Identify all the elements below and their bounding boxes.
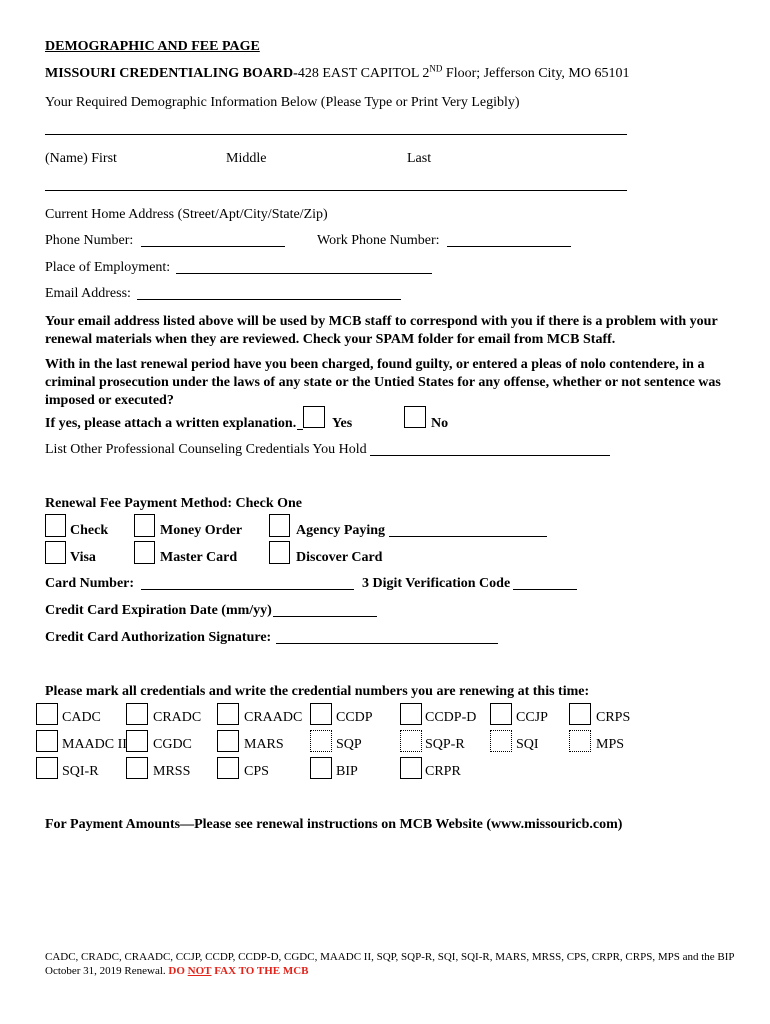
- explanation-line: [297, 429, 303, 430]
- phone-input[interactable]: [141, 246, 285, 247]
- money-order-checkbox[interactable]: [134, 514, 155, 537]
- maadc-ii-checkbox[interactable]: [36, 730, 58, 752]
- cps-checkbox[interactable]: [217, 757, 239, 779]
- sqi-checkbox[interactable]: [490, 730, 512, 752]
- master-card-label: Master Card: [160, 550, 238, 565]
- credential-label: CCDP-D: [425, 710, 477, 725]
- discover-card-checkbox[interactable]: [269, 541, 290, 564]
- employment-input[interactable]: [176, 273, 432, 274]
- sqp-r-checkbox[interactable]: [400, 730, 422, 752]
- board-city: Floor; Jefferson City, MO 65101: [442, 66, 630, 81]
- address-line[interactable]: [45, 190, 627, 191]
- employment-label: Place of Employment:: [45, 260, 171, 275]
- credential-label: SQP-R: [425, 737, 465, 752]
- instructions: Your Required Demographic Information Below (Please Type or Print Very Legibly): [45, 95, 520, 110]
- crpr-checkbox[interactable]: [400, 757, 422, 779]
- agency-paying-checkbox[interactable]: [269, 514, 290, 537]
- mrss-checkbox[interactable]: [126, 757, 148, 779]
- visa-label: Visa: [70, 550, 96, 565]
- name-middle-label: Middle: [226, 151, 267, 166]
- credential-label: CRAADC: [244, 710, 303, 725]
- board-address: [45, 63, 630, 82]
- credential-label: SQI: [516, 737, 539, 752]
- email-notice: Your email address listed above will be used by MCB staff to correspond with you if there is a problem with your renewal materials when they are reviewed. Check your SPAM folder for email from MCB Staff.: [45, 314, 718, 347]
- credential-label: MRSS: [153, 764, 191, 779]
- cgdc-checkbox[interactable]: [126, 730, 148, 752]
- credential-label: MPS: [596, 737, 625, 752]
- discover-card-label: Discover Card: [296, 550, 383, 565]
- name-first-label: (Name) First: [45, 151, 117, 166]
- email-label: Email Address:: [45, 286, 131, 301]
- board-name: MISSOURI CREDENTIALING BOARD-: [45, 66, 298, 81]
- credential-label: CCJP: [516, 710, 548, 725]
- other-credentials-label: List Other Professional Counseling Credentials You Hold: [45, 442, 367, 457]
- ccdp-d-checkbox[interactable]: [400, 703, 422, 725]
- credential-label: CADC: [62, 710, 101, 725]
- credential-label: CRADC: [153, 710, 202, 725]
- master-card-checkbox[interactable]: [134, 541, 155, 564]
- sqi-r-checkbox[interactable]: [36, 757, 58, 779]
- bip-checkbox[interactable]: [310, 757, 332, 779]
- warning-do: DO: [168, 965, 185, 977]
- craadc-checkbox[interactable]: [217, 703, 239, 725]
- visa-checkbox[interactable]: [45, 541, 66, 564]
- footer-text: CADC, CRADC, CRAADC, CCJP, CCDP, CCDP-D, CGDC, MAADC II, SQP, SQP-R, SQI, SQI-R, MARS, MRSS, CPS, CRPR, CRPS, MPS and the BIP October 31, 2019 Renewal.: [45, 951, 735, 977]
- card-number-label: Card Number:: [45, 576, 135, 591]
- credential-label: SQP: [336, 737, 362, 752]
- board-street: 428 EAST CAPITOL 2: [297, 66, 430, 81]
- credential-label: CPS: [244, 764, 269, 779]
- check-checkbox[interactable]: [45, 514, 66, 537]
- verification-label: 3 Digit Verification Code: [362, 576, 511, 591]
- money-order-label: Money Order: [160, 523, 243, 538]
- criminal-question: With in the last renewal period have you been charged, found guilty, or entered a pleas of nolo contendere, in a criminal prosecution under the laws of any state or the Untied States for any offense, whether or not sentence was imposed or executed?: [45, 357, 721, 408]
- address-label: Current Home Address (Street/Apt/City/State/Zip): [45, 207, 328, 222]
- expiration-input[interactable]: [273, 616, 377, 617]
- work-phone-input[interactable]: [447, 246, 571, 247]
- yes-checkbox[interactable]: [303, 406, 325, 428]
- credential-label: CRPR: [425, 764, 461, 779]
- ccdp-checkbox[interactable]: [310, 703, 332, 725]
- credential-label: MAADC II: [62, 737, 127, 752]
- crps-checkbox[interactable]: [569, 703, 591, 725]
- name-last-label: Last: [407, 151, 432, 166]
- mps-checkbox[interactable]: [569, 730, 591, 752]
- yes-label: Yes: [332, 416, 353, 431]
- no-label: No: [431, 416, 449, 431]
- name-line[interactable]: [45, 134, 627, 135]
- floor-suffix: ND: [429, 63, 443, 74]
- credential-label: CGDC: [153, 737, 192, 752]
- credential-label: CRPS: [596, 710, 631, 725]
- credentials-heading: Please mark all credentials and write the credential numbers you are renewing at this time:: [45, 684, 590, 699]
- agency-paying-input[interactable]: [389, 536, 547, 537]
- payment-heading: Renewal Fee Payment Method: Check One: [45, 496, 303, 511]
- footer-note: [45, 950, 745, 978]
- ccjp-checkbox[interactable]: [490, 703, 512, 725]
- phone-label: Phone Number:: [45, 233, 134, 248]
- expiration-label: Credit Card Expiration Date (mm/yy): [45, 603, 272, 618]
- cradc-checkbox[interactable]: [126, 703, 148, 725]
- signature-input[interactable]: [276, 643, 498, 644]
- credential-label: BIP: [336, 764, 358, 779]
- cadc-checkbox[interactable]: [36, 703, 58, 725]
- work-phone-label: Work Phone Number:: [317, 233, 440, 248]
- sqp-checkbox[interactable]: [310, 730, 332, 752]
- credential-label: SQI-R: [62, 764, 99, 779]
- agency-paying-label: Agency Paying: [296, 523, 386, 538]
- credential-label: CCDP: [336, 710, 373, 725]
- card-number-input[interactable]: [141, 589, 354, 590]
- check-label: Check: [70, 523, 109, 538]
- payment-note: For Payment Amounts—Please see renewal instructions on MCB Website (www.missouricb.com): [45, 817, 623, 832]
- email-input[interactable]: [137, 299, 401, 300]
- explanation-label: If yes, please attach a written explanation.: [45, 416, 297, 431]
- warning-not: NOT: [187, 965, 212, 977]
- warning-fax: FAX TO THE MCB: [214, 965, 309, 977]
- credential-label: MARS: [244, 737, 284, 752]
- no-checkbox[interactable]: [404, 406, 426, 428]
- other-credentials-input[interactable]: [370, 455, 610, 456]
- verification-input[interactable]: [513, 589, 577, 590]
- signature-label: Credit Card Authorization Signature:: [45, 630, 272, 645]
- mars-checkbox[interactable]: [217, 730, 239, 752]
- page-title: DEMOGRAPHIC AND FEE PAGE: [45, 39, 260, 54]
